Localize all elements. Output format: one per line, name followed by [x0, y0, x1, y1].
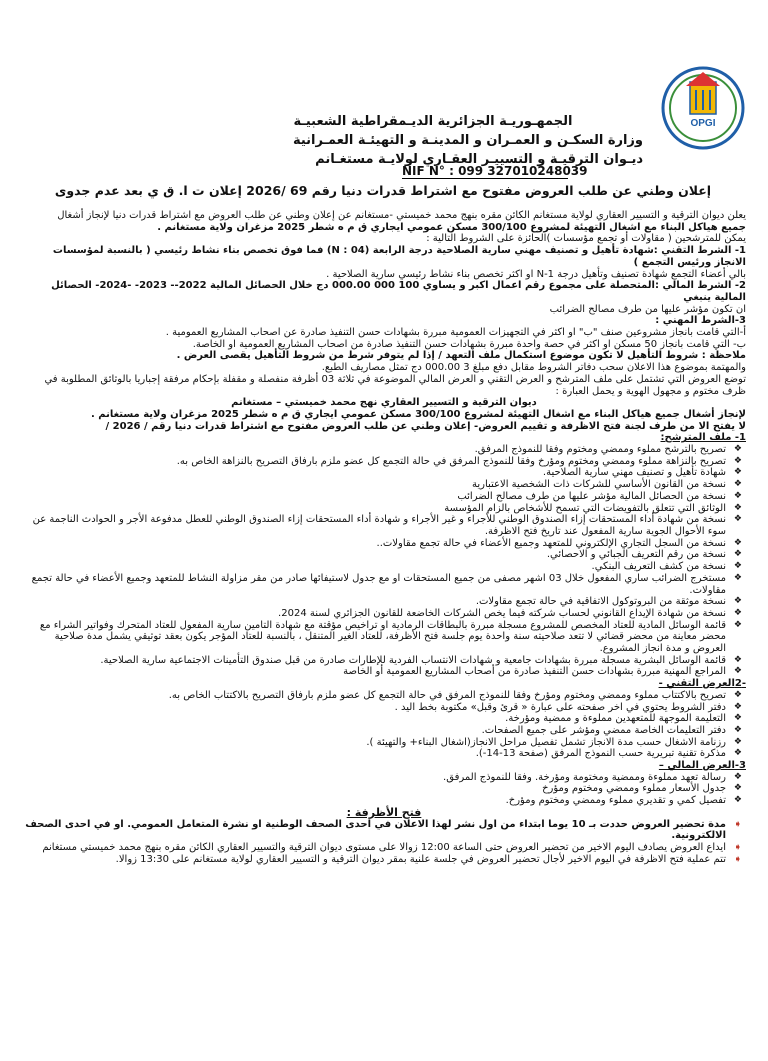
opgi-logo	[660, 52, 746, 164]
bullet-icon: ❖	[733, 701, 742, 712]
professional-condition-b: ب- التي قامت بانجاز 50 مسكن او اكثر في حصة واحدة مبررة بشهادات حسن التنفيذ صادرة من اصحاب المشاريع العمومية او الخاصة.	[192, 338, 746, 350]
bullet-icon: ❖	[733, 502, 742, 513]
bullet-icon: ❖	[733, 783, 742, 794]
bullet-icon: ❖	[733, 479, 742, 490]
bullet-icon: ❖	[733, 444, 742, 455]
document-header	[223, 112, 643, 169]
offers-submission: توضع العروض التي تشتمل على ملف المترشح و العرض التقني و العرض المالي الموضوعة في ثلاثة 03 أظرفة منفصلة و مقفلة بإحكام مرفقة إجباريا بالوثائق المطلوبة في	[44, 373, 746, 385]
list-item: ❖ تصريح بالترشح مملوء وممضي ومختوم وفقا للنموذج المرفق.	[474, 444, 742, 456]
envelope-line-1: ديوان الترقية و التسيير العقاري نهج محمد خميستي – مستغانم	[231, 397, 537, 409]
bullet-icon: ❖	[733, 771, 742, 782]
logo-text: OPGI	[690, 118, 716, 129]
list-item: ❖ نسخة من الحصائل المالية مؤشر عليها من طرف مصالح الضرائب	[457, 490, 742, 502]
list-item: ❖ نسخة من رقم التعريف الجبائي و الاحصائي.	[546, 549, 742, 561]
bullet-icon: ❖	[733, 713, 742, 724]
bullet-icon: ❖	[733, 736, 742, 747]
header-ministry: وزارة السكـن و العمـران و المدينـة و التهيئـة العمـرانية	[292, 133, 643, 148]
header-office: ديـوان الترقيـة و التسييـر العقـاري لولايـة مستغـانم	[315, 152, 643, 167]
bullet-icon: ❖	[733, 607, 742, 618]
intro-line-2: جميع هياكل البناء مع اشغال التهيئة لمشروع 300/100 مسكن عمومي ايجاري ق م ه شطر 2025 مزغران ولاية مستغانم .	[157, 221, 746, 233]
list-item: ➧ ايداع العروض يصادف اليوم الاخير من تحضير العروض حتى الساعة 12:00 زوالا على مستوى ديوان الترقية والتسيير العقاري الكائن مقره بنهج محمد خميستي مستغانم	[42, 841, 742, 853]
bullet-icon: ❖	[733, 537, 742, 548]
professional-condition-title: 3-الشرط المهني :	[655, 315, 746, 327]
bullet-icon: ❖	[733, 572, 742, 583]
list-item: ❖ مذكرة تقنية تبريرية حسب النموذج المرفق (صفحة 13-14-).	[475, 748, 742, 760]
list-item: ❖ مستخرج الضرائب ساري المفعول خلال 03 اشهر مصفى من جميع المستحقات او مع جدول لاستيفائها صادر من مقر مزاولة النشاط للمتعهد وجميع الأعضاء في حالة تجمع مقاولات.	[31, 572, 742, 596]
list-item: ❖ دفتر الشروط يحتوي في اخر صفحته على عبارة « قرئ وقبل» مكتوبة بخط اليد .	[394, 701, 742, 713]
financial-condition: 2- الشرط المالي :المتحصلة على مجموع رقم اعمال اكبر و يساوي 100 000 000.00 دج خلال الحصائل المالية 2022-- 2023- -2024- الحصائل المالية ينبغي	[51, 280, 746, 303]
list-item: ❖ نسخة من شهادة أداء المستحقات إزاء الصندوق الوطني للأجراء و غير الأجراء و شهادة أداء المستحقات إزاء الصندوق الوطني للعطل مدفوعة الأجر و الحوادث الناجمة عن سوء الأحوال الجوية سارية المفعول عند تاريخ فتح الاظرفة.	[32, 514, 742, 537]
list-item: ❖ نسخة موثقة من البروتوكول الاتفاقية في حالة تجمع مقاولات.	[475, 596, 742, 608]
bullet-icon: ❖	[733, 795, 742, 806]
bullet-icon: ❖	[733, 666, 742, 677]
section-candidate-file-title: 1- ملف المترشح:	[660, 432, 746, 444]
bullet-icon: ❖	[733, 654, 742, 665]
list-item: ❖ تفصيل كمي و تقديري مملوء وممضي ومختوم ومؤرخ.	[505, 795, 742, 807]
arrow-icon: ➧	[733, 853, 742, 865]
list-item: ❖ رزنامة الاشغال حسب مدة الانجاز تشمل تفصيل مراحل الانجاز(اشغال البناء+ والتهيئة ).	[366, 736, 742, 748]
list-item: ❖ تصريح بالنزاهة مملوء وممضي ومختوم ومؤرخ وفقا للنموذج المرفق في حالة التجمع كل عضو ملزم بارفاق التصريح بالنزاهة الخاص به.	[176, 455, 742, 467]
bullet-icon: ❖	[733, 724, 742, 735]
bullet-icon: ❖	[733, 549, 742, 560]
bullet-icon: ❖	[733, 596, 742, 607]
bullet-icon: ❖	[733, 561, 742, 572]
bullet-icon: ❖	[733, 455, 742, 466]
header-republic: الجمهـوريـة الجزائرية الديـمقراطية الشعبيـة	[293, 114, 573, 129]
technical-condition-cont: بالي أعضاء التجمع شهادة تصنيف وتأهيل درجة N-1 او اكثر تخصص بناء نشاط رئيسي سارية الصلاحية .	[326, 268, 746, 280]
intro-line-1: يعلن ديوان الترقية و التسيير العقاري لولاية مستغانم الكائن مقره بنهج محمد خميستي -مستغانم عن إعلان وطني عن طلب العروض مع اشتراط قدرات دنيا لإنجاز أشغال	[57, 210, 746, 221]
list-item: ❖ المراجع المهنية مبررة بشهادات حسن التنفيذ صادرة من أصحاب المشاريع العمومية أو الخاصة	[343, 666, 742, 678]
list-item: ❖ الوثائق التي تتعلق بالتفويضات التي تسمح للأشخاص بالزام المؤسسة	[444, 502, 742, 514]
envelope-line-2: لإنجاز أشغال جميع هياكل البناء مع اشغال التهيئة لمشروع 300/100 مسكن عمومي ايجاري ق م ه شطر 2025 مزغران ولاية مستغانم .	[90, 408, 746, 420]
financial-offer-list	[22, 772, 746, 807]
list-item: ❖ شهادة تأهيل و تصنيف مهني سارية الصلاحية.	[542, 467, 742, 479]
opening-list	[22, 819, 746, 866]
intro-line-3: يمكن للمترشحين ( مقاولات أو تجمع مؤسسات )الحائزة على الشروط التالية :	[426, 233, 746, 245]
bullet-icon: ❖	[733, 490, 742, 501]
arrow-icon: ➧	[733, 841, 742, 853]
technical-offer-list	[22, 690, 746, 760]
list-item: ❖ نسخة من القانون الأساسي للشركات ذات الشخصية الاعتبارية	[471, 479, 742, 491]
list-item: ❖ رسالة تعهد مملوءة وممضية ومختومة ومؤرخة. وفقا للنموذج المرفق.	[443, 771, 742, 783]
nif-number: NIF N° : 099 327010248039	[402, 164, 588, 178]
list-item: ❖ تصريح بالاكتتاب مملوء وممضي ومختوم ومؤرخ وفقا للنموذج المرفق في حالة التجمع كل عضو ملزم بارفاق التصريح بالاكتتاب الخاص به.	[168, 689, 742, 701]
list-item: ❖ نسخة من السجل التجاري الإلكتروني للمتعهد وجميع الأعضاء في حالة تجمع مقاولات..	[376, 537, 742, 549]
list-item: ❖ نسخة من شهادة الإيداع القانوني لحساب شركته فيما يخص الشركات الخاضعة للقانون الجزائري لسنة 2024.	[278, 607, 742, 619]
list-item: ❖ قائمة الوسائل المادية للعتاد المخصص للمشروع مسجلة مبررة بالبطاقات الرمادية او تراخيص مؤقتة مع شهادة التامين سارية المفعول للعتاد المتحرك وفواتير الشراء مع محضر معاينة من محضر قضائي لا تتعد صلاحيته سنة واحدة يوم جلسة فتح الأظرفة، للعتاد الغير المتنقل ، بالنسبة للعتاد المؤجر يكون بعقد توثيقي يشمل مدة صلاحية العروض و مدة انجاز المشروع.	[39, 619, 742, 655]
list-item: ❖ جدول الأسعار مملوء وممضي ومختوم ومؤرخ	[542, 783, 742, 795]
list-item: ➧ مدة تحضير العروض حددت بـ 10 يوما ابتداء من اول نشر لهذا الاعلان في احدى الصحف الوطنية او نشرة المتعامل العمومي. او في احدى الصحف الالكترونية.	[25, 818, 742, 842]
bullet-icon: ❖	[733, 514, 742, 525]
financial-condition-cont: ان تكون مؤشر عليها من طرف مصالح الضرائب	[549, 303, 746, 315]
list-item: ❖ قائمة الوسائل البشرية مسجلة مبررة بشهادات جامعية و شهادات الانتساب الفردية للإطارات صادرة من قبل صندوق التأمينات الاجتماعية سارية الصلاحية.	[100, 654, 742, 666]
professional-condition-a: أ-التي قامت بانجاز مشروعين صنف "ب" او اكثر في التجهيزات العمومية مبررة بشهادات حسن التنفيذ صادرة عن اصحاب المشاريع العمومية .	[165, 327, 746, 339]
list-item: ❖ التعليمة الموجهة للمتعهدين مملوءة و ممضية ومؤرخة.	[505, 713, 742, 725]
section-opening-title: فتح الأظرفة :	[346, 805, 422, 819]
bullet-icon: ❖	[733, 748, 742, 759]
offers-submission-cont: ظرف مختوم و مجهول الهوية و يحمل العبارة :	[555, 385, 746, 397]
bullet-icon: ❖	[733, 689, 742, 700]
announcement-title: إعلان وطني عن طلب العروض مفتوح مع اشتراط قدرات دنيا رقم 69 /2026 إعلان ت ا. ق ي بعد عدم جدوى	[54, 183, 712, 198]
bullet-icon: ❖	[733, 619, 742, 630]
bullet-icon: ❖	[733, 467, 742, 478]
list-item: ❖ نسخة من كشف التعريف البنكي.	[591, 561, 742, 573]
candidate-file-list	[22, 444, 746, 678]
list-item: ➧ تتم عملية فتح الاظرفة في اليوم الاخير لأجال تحضير العروض في جلسة علنية بمقر ديوان الترقية و التسيير العقاري لولاية مستغانم على 13:30 زوالا.	[115, 853, 742, 865]
qualification-note: ملاحظة : شروط التأهيل لا تكون موضوع استكمال ملف التعهد / إذا لم يتوفر شرط من شروط التأهيل يقصى العرض .	[176, 350, 746, 362]
specification-fee: والمهتمة بموضوع هذا الاعلان سحب دفاتر الشروط مقابل دفع مبلغ 3 000.00 دج تمثل مصاريف الطبع.	[321, 362, 746, 374]
envelope-line-3: لا يفتح الا من طرف لجنة فتح الاظرفة و تقييم العروض- إعلان وطني عن طلب العروض مفتوح مع اشتراط قدرات دنيا رقم / 2026 /	[105, 420, 746, 432]
document-body	[22, 210, 746, 865]
section-technical-offer-title: -2العرض التقني -	[658, 678, 746, 690]
section-financial-offer-title: 3-العرض المالي –	[658, 760, 746, 772]
arrow-icon: ➧	[733, 818, 742, 830]
list-item: ❖ دفتر التعليمات الخاصة ممضي ومؤشر على جميع الصفحات.	[481, 724, 742, 736]
technical-condition: 1- الشرط التقني :شهادة تأهيل و تصنيف مهني سارية الصلاحية درجة الرابعة (N : 04) فما فوق تخصص بناء نشاط رئيسي ( بالنسبة لمؤسسات الانجاز ورئيس التجمع )	[52, 245, 746, 268]
